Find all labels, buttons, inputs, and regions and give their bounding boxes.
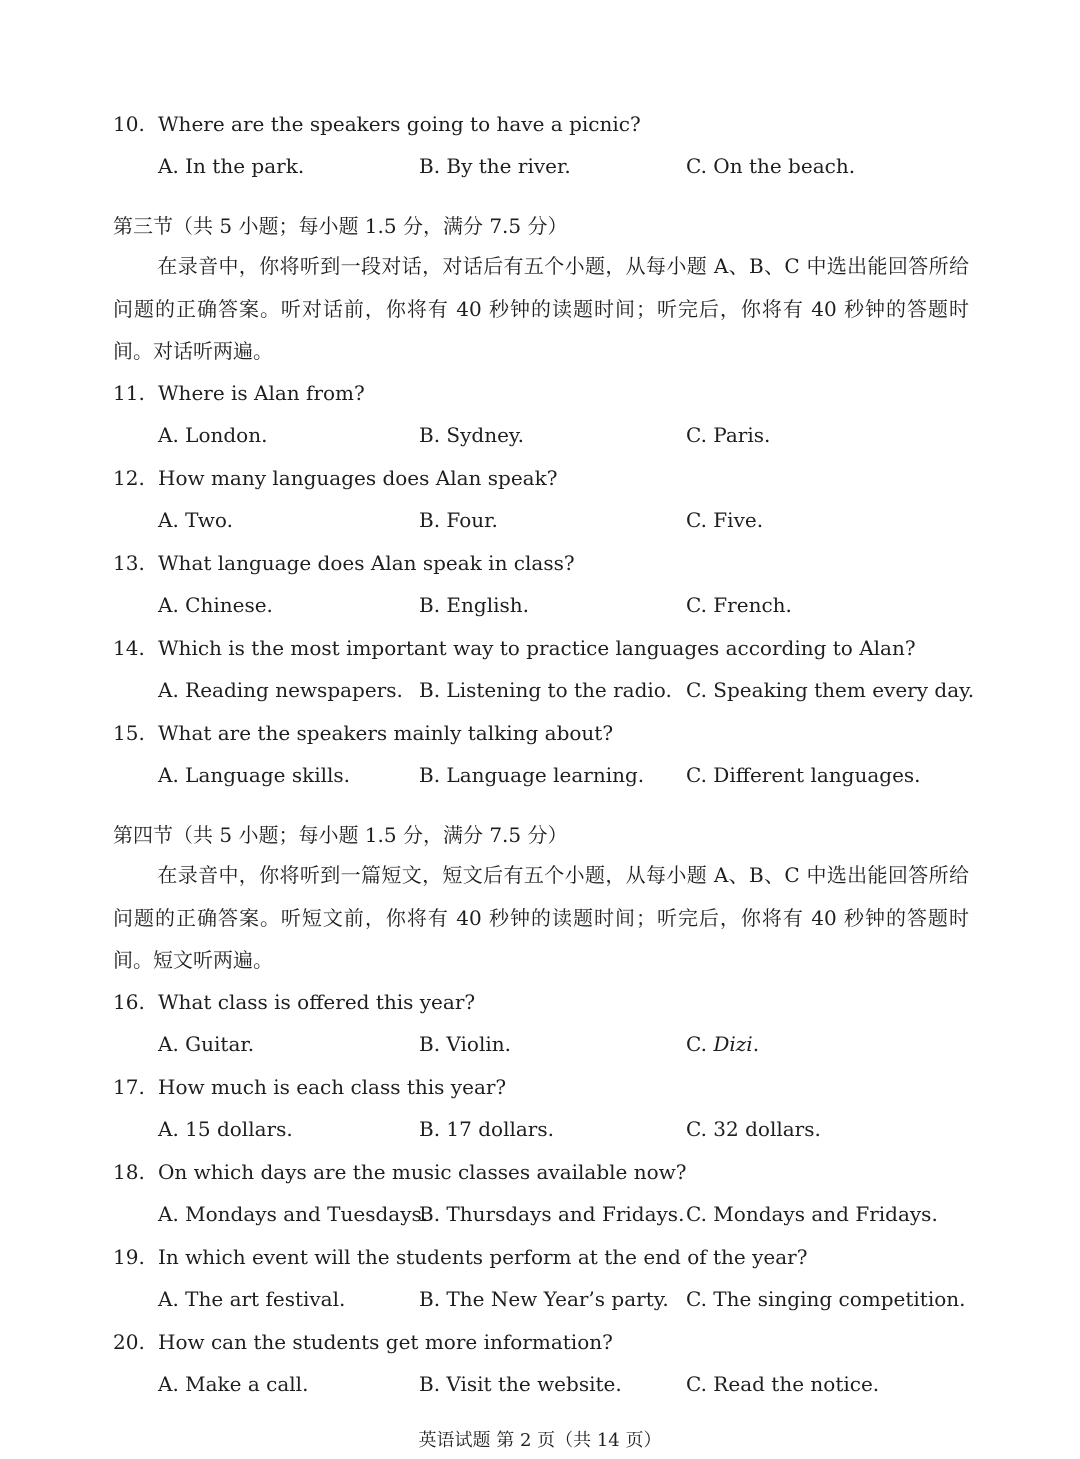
option-c: C. On the beach.	[686, 154, 856, 178]
option-a: A. Mondays and Tuesdays.	[158, 1202, 429, 1226]
question-number: 17.	[113, 1075, 145, 1099]
option-a: A. London.	[158, 423, 268, 447]
question-text: In which event will the students perform at the end of the year?	[158, 1245, 808, 1269]
question-text: On which days are the music classes available now?	[158, 1160, 687, 1184]
option-a: A. Two.	[158, 508, 233, 532]
question-number: 13.	[113, 551, 145, 575]
option-b: B. Sydney.	[419, 423, 524, 447]
page-footer: 英语试题 第 2 页（共 14 页）	[418, 1430, 662, 1451]
option-b: B. 17 dollars.	[419, 1117, 554, 1141]
section-3-instructions	[113, 245, 969, 373]
option-b: B. Four.	[419, 508, 498, 532]
question-text: What class is offered this year?	[158, 990, 476, 1014]
option-b: B. By the river.	[419, 154, 571, 178]
option-a: A. 15 dollars.	[158, 1117, 293, 1141]
option-c: C. The singing competition.	[686, 1287, 966, 1311]
section-4-instructions	[113, 854, 969, 982]
option-b: B. Visit the website.	[419, 1372, 622, 1396]
option-a: A. Chinese.	[158, 593, 273, 617]
option-c: C. Paris.	[686, 423, 771, 447]
question-number: 10.	[113, 112, 145, 136]
option-c: C. Read the notice.	[686, 1372, 880, 1396]
instructions-text: 在录音中，你将听到一篇短文，短文后有五个小题，从每小题 A、B、C 中选出能回答所给问题的正确答案。听短文前，你将有 40 秒钟的读题时间；听完后，你将有 40 秒钟的答题时间。短文听两遍。	[113, 863, 969, 972]
option-a: A. Make a call.	[158, 1372, 309, 1396]
option-b: B. Language learning.	[419, 763, 645, 787]
question-number: 20.	[113, 1330, 145, 1354]
question-number: 12.	[113, 466, 145, 490]
question-text: What language does Alan speak in class?	[158, 551, 575, 575]
option-c-italic-word: Dizi	[713, 1032, 753, 1056]
question-number: 16.	[113, 990, 145, 1014]
question-text: What are the speakers mainly talking about?	[158, 721, 614, 745]
option-c	[686, 1032, 759, 1056]
option-b: B. Listening to the radio.	[419, 678, 672, 702]
question-number: 18.	[113, 1160, 145, 1184]
option-c: C. Speaking them every day.	[686, 678, 975, 702]
question-text: How much is each class this year?	[158, 1075, 507, 1099]
option-b: B. English.	[419, 593, 529, 617]
question-number: 15.	[113, 721, 145, 745]
instructions-text: 在录音中，你将听到一段对话，对话后有五个小题，从每小题 A、B、C 中选出能回答所给问题的正确答案。听对话前，你将有 40 秒钟的读题时间；听完后，你将有 40 秒钟的答题时间。对话听两遍。	[113, 254, 969, 363]
option-b: B. Violin.	[419, 1032, 511, 1056]
option-a: A. Guitar.	[158, 1032, 255, 1056]
option-a: A. In the park.	[158, 154, 305, 178]
question-number: 11.	[113, 381, 145, 405]
option-c-prefix: C.	[686, 1032, 714, 1056]
question-text: Where is Alan from?	[158, 381, 365, 405]
option-c: C. Different languages.	[686, 763, 921, 787]
question-number: 19.	[113, 1245, 145, 1269]
option-a: A. Reading newspapers.	[158, 678, 403, 702]
question-text: Where are the speakers going to have a picnic?	[158, 112, 641, 136]
question-text: How can the students get more information?	[158, 1330, 613, 1354]
option-c: C. Five.	[686, 508, 764, 532]
option-b: B. The New Year’s party.	[419, 1287, 669, 1311]
question-text: How many languages does Alan speak?	[158, 466, 558, 490]
question-text: Which is the most important way to practice languages according to Alan?	[158, 636, 916, 660]
question-number: 14.	[113, 636, 145, 660]
option-a: A. The art festival.	[158, 1287, 346, 1311]
option-c: C. 32 dollars.	[686, 1117, 821, 1141]
section-4-heading: 第四节（共 5 小题；每小题 1.5 分，满分 7.5 分）	[113, 823, 568, 847]
option-a: A. Language skills.	[158, 763, 351, 787]
section-3-heading: 第三节（共 5 小题；每小题 1.5 分，满分 7.5 分）	[113, 214, 568, 238]
option-b: B. Thursdays and Fridays.	[419, 1202, 685, 1226]
option-c-suffix: .	[752, 1032, 760, 1056]
option-c: C. French.	[686, 593, 792, 617]
option-c: C. Mondays and Fridays.	[686, 1202, 938, 1226]
